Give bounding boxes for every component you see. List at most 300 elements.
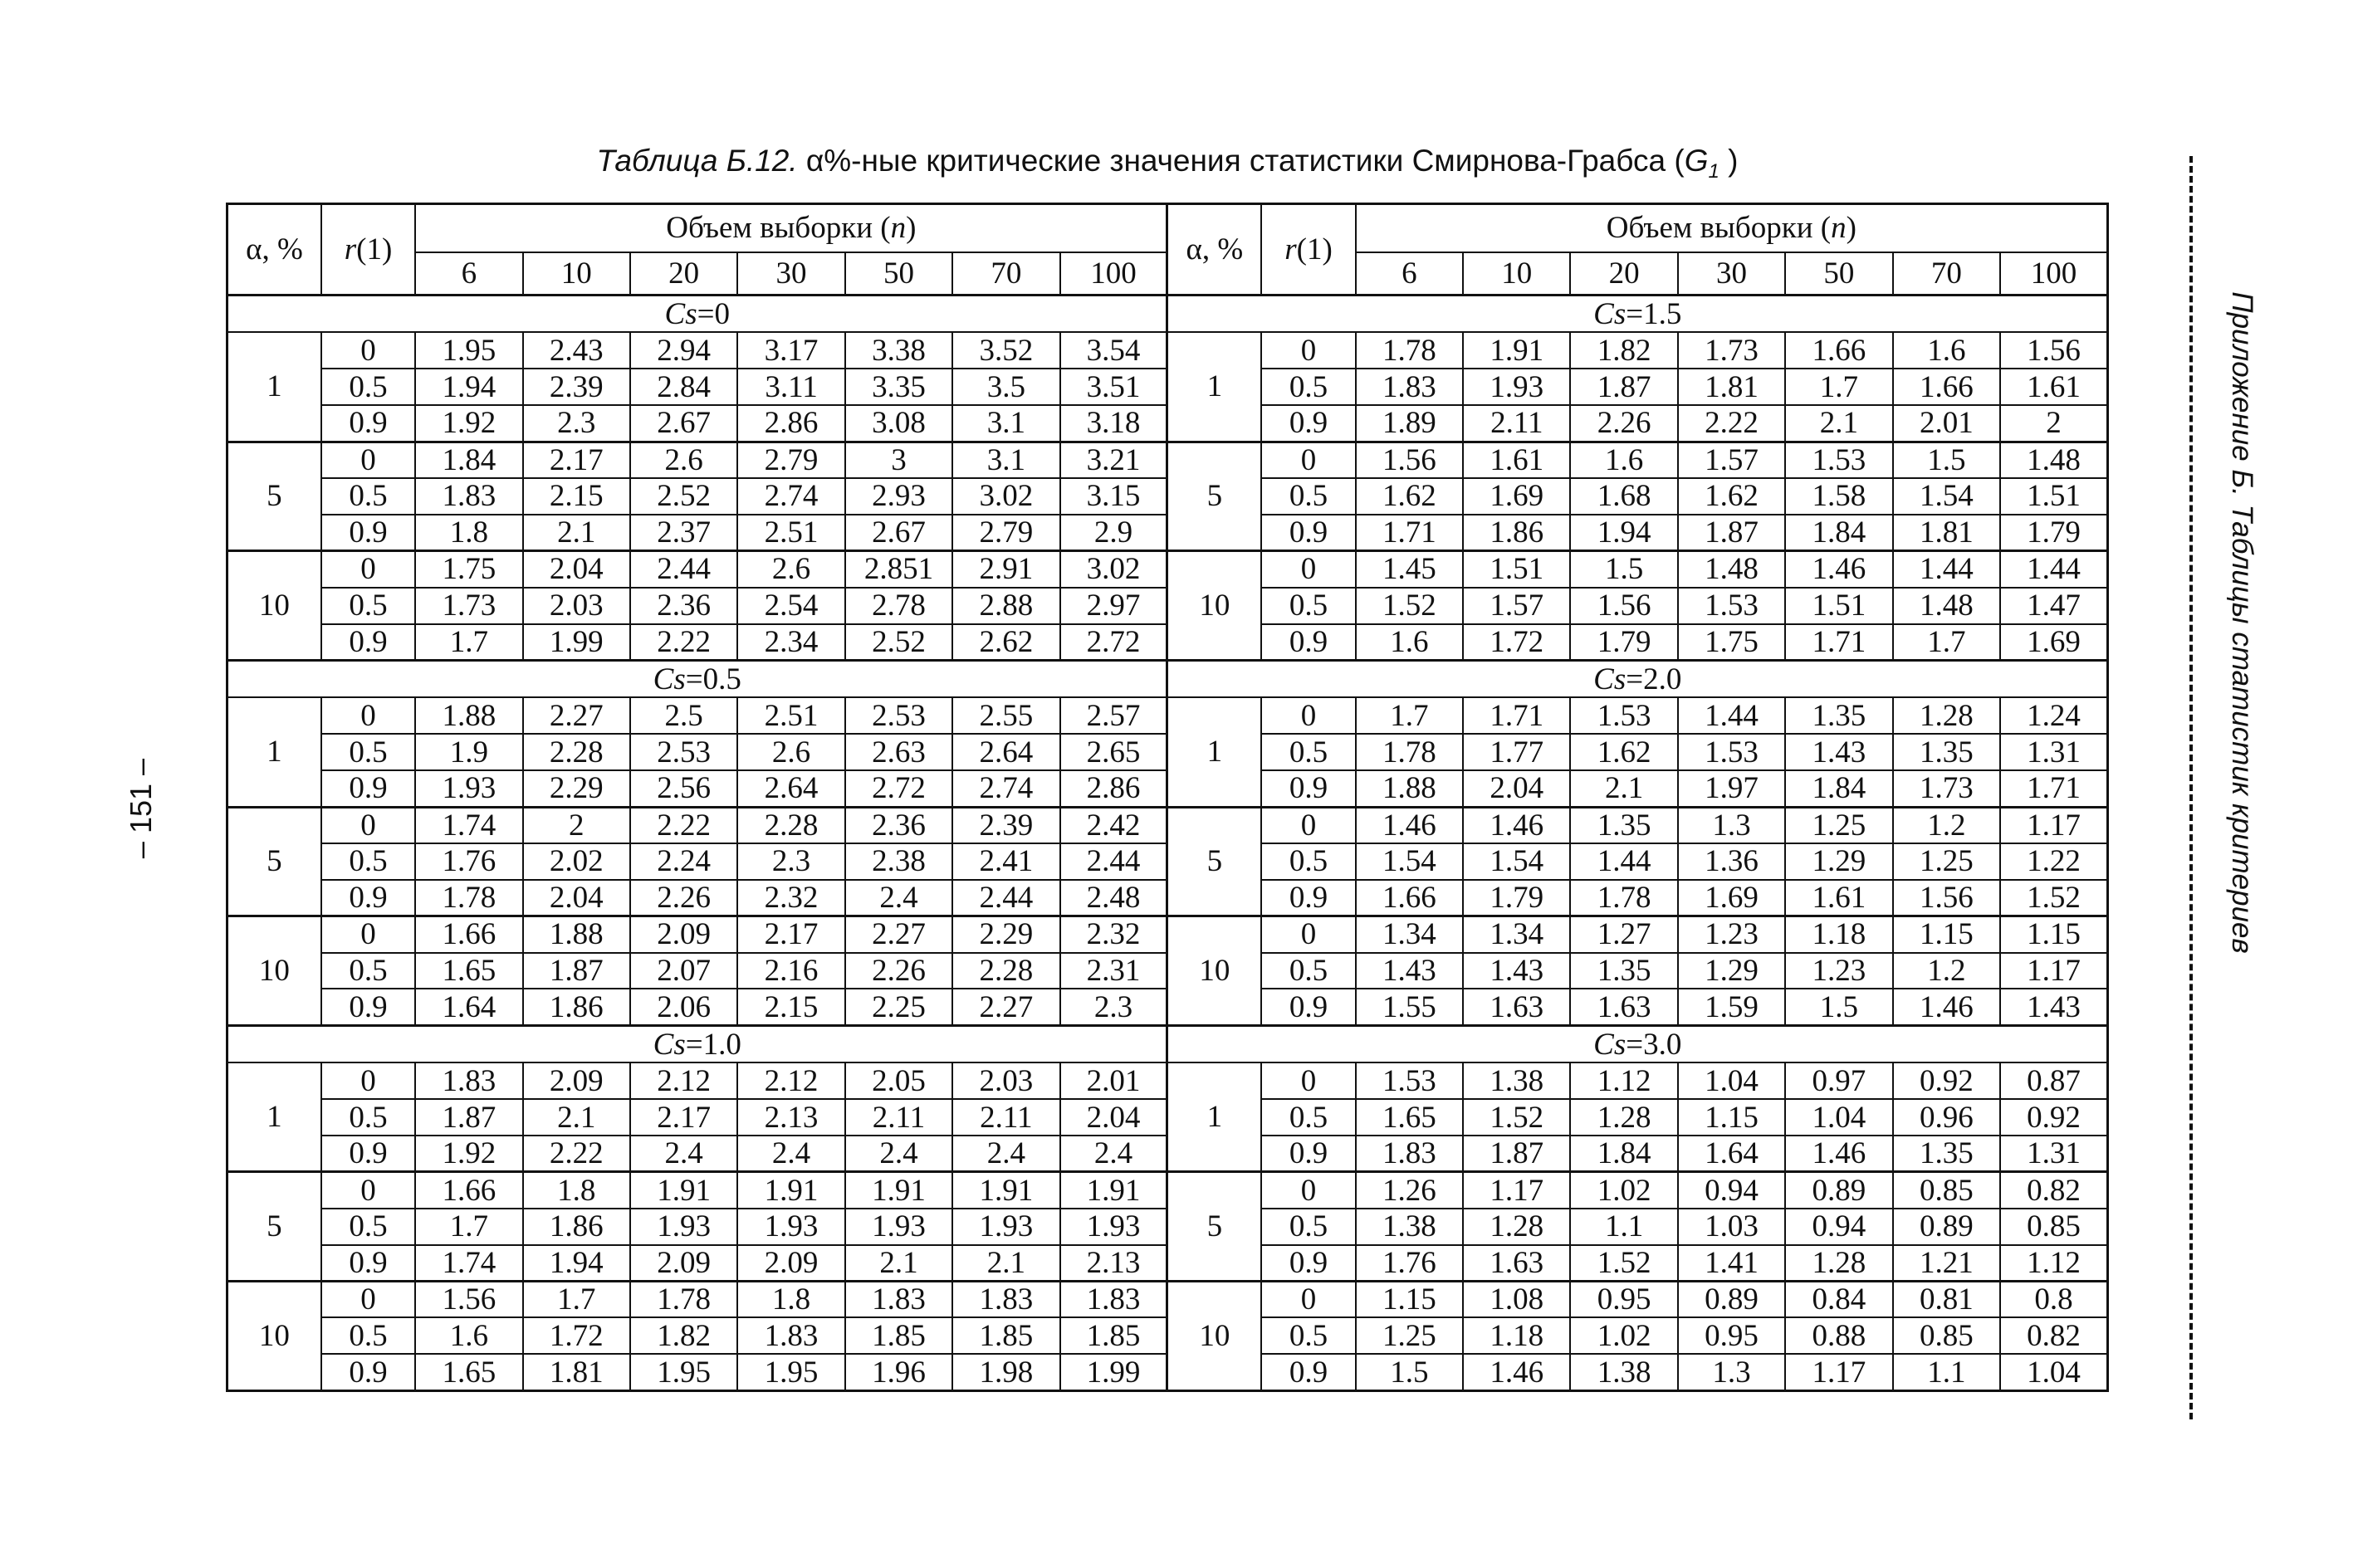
value-cell: 3.5 (952, 369, 1059, 405)
value-cell: 1.62 (1678, 478, 1785, 515)
value-cell: 0.85 (2000, 1209, 2107, 1245)
r-cell: 0 (1261, 697, 1355, 734)
value-cell: 0.8 (2000, 1282, 2107, 1318)
value-cell: 3.17 (737, 332, 844, 369)
value-cell: 1.93 (1463, 369, 1570, 405)
value-cell: 1.66 (1893, 369, 2000, 405)
value-cell: 2 (2000, 405, 2107, 442)
value-cell: 1.53 (1678, 734, 1785, 770)
value-cell: 2.4 (630, 1136, 737, 1172)
table-body (227, 296, 2108, 1391)
critical-values-table (226, 203, 2109, 1392)
table-row (227, 551, 2108, 588)
value-cell: 1.29 (1785, 843, 1892, 880)
r-cell: 0.5 (1261, 369, 1355, 405)
r-cell: 0.9 (321, 1245, 415, 1282)
value-cell: 2.6 (737, 734, 844, 770)
sample-size-cell: 30 (1678, 252, 1785, 296)
value-cell: 0.92 (2000, 1099, 2107, 1136)
value-cell: 3 (845, 442, 952, 478)
value-cell: 1.6 (1570, 442, 1677, 478)
value-cell: 1.71 (2000, 770, 2107, 807)
value-cell: 2.17 (523, 442, 630, 478)
value-cell: 1.54 (1893, 478, 2000, 515)
value-cell: 1.95 (630, 1354, 737, 1390)
sample-size-cell: 10 (1463, 252, 1570, 296)
value-cell: 2.79 (737, 442, 844, 478)
value-cell: 1.15 (1893, 916, 2000, 953)
value-cell: 1.78 (1570, 880, 1677, 916)
r-cell: 0.9 (1261, 515, 1355, 551)
value-cell: 2.44 (1060, 843, 1167, 880)
value-cell: 1.73 (1893, 770, 2000, 807)
value-cell: 2.67 (845, 515, 952, 551)
value-cell: 0.88 (1785, 1317, 1892, 1354)
value-cell: 1.92 (415, 405, 522, 442)
value-cell: 2.28 (523, 734, 630, 770)
value-cell: 1.46 (1463, 1354, 1570, 1390)
value-cell: 1.59 (1678, 989, 1785, 1025)
value-cell: 1.71 (1356, 515, 1463, 551)
value-cell: 1.56 (2000, 332, 2107, 369)
value-cell: 2.67 (630, 405, 737, 442)
value-cell: 1.46 (1356, 807, 1463, 843)
value-cell: 1.93 (737, 1209, 844, 1245)
value-cell: 3.18 (1060, 405, 1167, 442)
value-cell: 1.43 (1463, 953, 1570, 989)
value-cell: 1.9 (415, 734, 522, 770)
table-row (227, 1062, 2108, 1099)
value-cell: 1.57 (1678, 442, 1785, 478)
value-cell: 1.95 (737, 1354, 844, 1390)
value-cell: 2.05 (845, 1062, 952, 1099)
alpha-cell: 1 (1167, 697, 1261, 807)
value-cell: 2.6 (737, 551, 844, 588)
value-cell: 1.95 (415, 332, 522, 369)
value-cell: 1.26 (1356, 1172, 1463, 1209)
value-cell: 1.84 (1570, 1136, 1677, 1172)
value-cell: 1.81 (523, 1354, 630, 1390)
value-cell: 2.09 (630, 1245, 737, 1282)
value-cell: 1.52 (1356, 588, 1463, 624)
value-cell: 1.85 (952, 1317, 1059, 1354)
table-row (227, 916, 2108, 953)
value-cell: 3.15 (1060, 478, 1167, 515)
sample-size-cell: 6 (1356, 252, 1463, 296)
value-cell: 2.11 (952, 1099, 1059, 1136)
value-cell: 1.72 (1463, 624, 1570, 661)
r-cell: 0.5 (321, 1317, 415, 1354)
value-cell: 1.64 (1678, 1136, 1785, 1172)
value-cell: 2.11 (1463, 405, 1570, 442)
value-cell: 2.29 (952, 916, 1059, 953)
r-cell: 0 (321, 1172, 415, 1209)
value-cell: 1.86 (523, 1209, 630, 1245)
value-cell: 1.25 (1893, 843, 2000, 880)
sample-size-cell: 50 (1785, 252, 1892, 296)
value-cell: 1.15 (1678, 1099, 1785, 1136)
table-row (227, 1172, 2108, 1209)
value-cell: 1.43 (2000, 989, 2107, 1025)
value-cell: 3.08 (845, 405, 952, 442)
value-cell: 1.83 (952, 1282, 1059, 1318)
value-cell: 1.38 (1463, 1062, 1570, 1099)
appendix-side-title: Приложение Б. Таблицы статистик критериев (2226, 291, 2258, 954)
value-cell: 1.83 (1356, 369, 1463, 405)
value-cell: 1.66 (1356, 880, 1463, 916)
value-cell: 1.1 (1893, 1354, 2000, 1390)
value-cell: 1.7 (523, 1282, 630, 1318)
value-cell: 1.17 (2000, 807, 2107, 843)
value-cell: 1.61 (1785, 880, 1892, 916)
value-cell: 1.84 (415, 442, 522, 478)
value-cell: 2.37 (630, 515, 737, 551)
value-cell: 3.11 (737, 369, 844, 405)
value-cell: 2.74 (952, 770, 1059, 807)
value-cell: 1.83 (415, 478, 522, 515)
value-cell: 1.48 (2000, 442, 2107, 478)
value-cell: 1.22 (2000, 843, 2107, 880)
value-cell: 1.79 (1463, 880, 1570, 916)
value-cell: 2.851 (845, 551, 952, 588)
r-cell: 0.5 (1261, 1209, 1355, 1245)
value-cell: 1.51 (2000, 478, 2107, 515)
r-cell: 0.9 (321, 624, 415, 661)
value-cell: 1.8 (415, 515, 522, 551)
value-cell: 1.87 (415, 1099, 522, 1136)
value-cell: 2.27 (523, 697, 630, 734)
value-cell: 1.08 (1463, 1282, 1570, 1318)
value-cell: 1.48 (1678, 551, 1785, 588)
value-cell: 1.91 (1060, 1172, 1167, 1209)
r-cell: 0 (321, 332, 415, 369)
value-cell: 2.27 (845, 916, 952, 953)
value-cell: 1.85 (1060, 1317, 1167, 1354)
alpha-cell: 10 (227, 916, 321, 1026)
value-cell: 2.1 (952, 1245, 1059, 1282)
alpha-cell: 5 (227, 1172, 321, 1282)
table-caption (226, 143, 2109, 183)
r-cell: 0 (321, 916, 415, 953)
table-row (227, 442, 2108, 478)
value-cell: 1.44 (2000, 551, 2107, 588)
value-cell: 2.15 (737, 989, 844, 1025)
value-cell: 1.31 (2000, 734, 2107, 770)
value-cell: 1.77 (1463, 734, 1570, 770)
value-cell: 2.12 (630, 1062, 737, 1099)
value-cell: 2.1 (1785, 405, 1892, 442)
value-cell: 2.22 (630, 624, 737, 661)
value-cell: 0.95 (1678, 1317, 1785, 1354)
value-cell: 1.88 (523, 916, 630, 953)
value-cell: 1.04 (1785, 1099, 1892, 1136)
value-cell: 1.76 (1356, 1245, 1463, 1282)
value-cell: 1.56 (1570, 588, 1677, 624)
r-cell: 0.9 (321, 515, 415, 551)
sample-size-cell: 20 (1570, 252, 1677, 296)
value-cell: 1.93 (415, 770, 522, 807)
value-cell: 2.15 (523, 478, 630, 515)
value-cell: 1.75 (415, 551, 522, 588)
value-cell: 1.83 (845, 1282, 952, 1318)
sample-size-header: Объем выборки (n) (1356, 204, 2108, 252)
value-cell: 2.4 (737, 1136, 844, 1172)
value-cell: 2.1 (1570, 770, 1677, 807)
value-cell: 1.48 (1893, 588, 2000, 624)
value-cell: 2.16 (737, 953, 844, 989)
value-cell: 2.48 (1060, 880, 1167, 916)
value-cell: 2.72 (1060, 624, 1167, 661)
sample-size-cell: 10 (523, 252, 630, 296)
value-cell: 1.53 (1785, 442, 1892, 478)
value-cell: 1.29 (1678, 953, 1785, 989)
value-cell: 2.22 (523, 1136, 630, 1172)
value-cell: 1.63 (1463, 989, 1570, 1025)
value-cell: 2.1 (523, 515, 630, 551)
alpha-cell: 5 (1167, 807, 1261, 916)
value-cell: 1.86 (523, 989, 630, 1025)
r-cell: 0 (1261, 916, 1355, 953)
value-cell: 1.78 (630, 1282, 737, 1318)
caption-close: ) (1719, 144, 1739, 178)
value-cell: 2.27 (952, 989, 1059, 1025)
r-cell: 0 (1261, 332, 1355, 369)
value-cell: 1.52 (2000, 880, 2107, 916)
value-cell: 1.63 (1463, 1245, 1570, 1282)
value-cell: 2.44 (952, 880, 1059, 916)
value-cell: 1.34 (1356, 916, 1463, 953)
value-cell: 2.22 (1678, 405, 1785, 442)
value-cell: 1.93 (1060, 1209, 1167, 1245)
value-cell: 2.72 (845, 770, 952, 807)
value-cell: 2.94 (630, 332, 737, 369)
value-cell: 1.36 (1678, 843, 1785, 880)
value-cell: 1.46 (1785, 1136, 1892, 1172)
value-cell: 1.91 (1463, 332, 1570, 369)
value-cell: 2.1 (845, 1245, 952, 1282)
value-cell: 2.53 (630, 734, 737, 770)
value-cell: 2.6 (630, 442, 737, 478)
value-cell: 1.61 (2000, 369, 2107, 405)
r-cell: 0.5 (1261, 588, 1355, 624)
cs-row (227, 1025, 2108, 1062)
value-cell: 2.4 (952, 1136, 1059, 1172)
cs-label: Cs=0.5 (227, 660, 1167, 697)
value-cell: 2.32 (737, 880, 844, 916)
value-cell: 1.79 (2000, 515, 2107, 551)
value-cell: 1.54 (1356, 843, 1463, 880)
value-cell: 1.89 (1356, 405, 1463, 442)
value-cell: 1.68 (1570, 478, 1677, 515)
value-cell: 2.3 (1060, 989, 1167, 1025)
value-cell: 1.56 (415, 1282, 522, 1318)
sample-size-cell: 20 (630, 252, 737, 296)
value-cell: 1.46 (1785, 551, 1892, 588)
value-cell: 1.27 (1570, 916, 1677, 953)
r-cell: 0.9 (1261, 880, 1355, 916)
r-cell: 0.9 (321, 770, 415, 807)
value-cell: 1.84 (1785, 770, 1892, 807)
value-cell: 1.65 (415, 953, 522, 989)
r-cell: 0.5 (321, 1209, 415, 1245)
value-cell: 1.43 (1785, 734, 1892, 770)
value-cell: 2.53 (845, 697, 952, 734)
r-cell: 0 (1261, 1282, 1355, 1318)
value-cell: 2.4 (845, 1136, 952, 1172)
alpha-cell: 5 (1167, 1172, 1261, 1282)
value-cell: 1.35 (1570, 953, 1677, 989)
r-cell: 0.9 (321, 405, 415, 442)
value-cell: 1.78 (1356, 734, 1463, 770)
value-cell: 1.91 (845, 1172, 952, 1209)
r-cell: 0 (321, 442, 415, 478)
r-cell: 0 (1261, 551, 1355, 588)
value-cell: 1.91 (630, 1172, 737, 1209)
value-cell: 1.43 (1356, 953, 1463, 989)
sample-size-cell: 100 (2000, 252, 2107, 296)
value-cell: 1.73 (1678, 332, 1785, 369)
value-cell: 1.86 (1463, 515, 1570, 551)
value-cell: 1.82 (630, 1317, 737, 1354)
value-cell: 1.87 (1463, 1136, 1570, 1172)
value-cell: 1.66 (415, 1172, 522, 1209)
value-cell: 2.54 (737, 588, 844, 624)
value-cell: 1.5 (1893, 442, 2000, 478)
value-cell: 1.17 (1463, 1172, 1570, 1209)
alpha-cell: 5 (1167, 442, 1261, 551)
value-cell: 2.51 (737, 697, 844, 734)
value-cell: 2.65 (1060, 734, 1167, 770)
cs-label: Cs=2.0 (1167, 660, 2108, 697)
value-cell: 1.83 (1060, 1282, 1167, 1318)
value-cell: 1.81 (1678, 369, 1785, 405)
value-cell: 2.03 (952, 1062, 1059, 1099)
value-cell: 2.39 (523, 369, 630, 405)
caption-symbol: G (1684, 144, 1709, 178)
alpha-cell: 1 (227, 332, 321, 442)
value-cell: 2.51 (737, 515, 844, 551)
value-cell: 1.12 (2000, 1245, 2107, 1282)
value-cell: 0.94 (1785, 1209, 1892, 1245)
value-cell: 1.6 (1893, 332, 2000, 369)
value-cell: 2.32 (1060, 916, 1167, 953)
value-cell: 1.6 (415, 1317, 522, 1354)
value-cell: 1.28 (1570, 1099, 1677, 1136)
r-cell: 0.9 (321, 880, 415, 916)
value-cell: 1.56 (1356, 442, 1463, 478)
table-row (227, 1282, 2108, 1318)
value-cell: 2.93 (845, 478, 952, 515)
value-cell: 2.39 (952, 807, 1059, 843)
value-cell: 1.46 (1893, 989, 2000, 1025)
value-cell: 1.55 (1356, 989, 1463, 1025)
value-cell: 1.87 (1570, 369, 1677, 405)
value-cell: 1.73 (415, 588, 522, 624)
value-cell: 2.63 (845, 734, 952, 770)
value-cell: 1.88 (1356, 770, 1463, 807)
value-cell: 2.41 (952, 843, 1059, 880)
value-cell: 1.88 (415, 697, 522, 734)
r-cell: 0 (321, 697, 415, 734)
cs-row (227, 296, 2108, 333)
value-cell: 2.3 (737, 843, 844, 880)
value-cell: 2.04 (523, 551, 630, 588)
value-cell: 2.12 (737, 1062, 844, 1099)
value-cell: 1.56 (1893, 880, 2000, 916)
value-cell: 3.52 (952, 332, 1059, 369)
value-cell: 1.51 (1463, 551, 1570, 588)
r-cell: 0 (321, 551, 415, 588)
value-cell: 1.94 (415, 369, 522, 405)
value-cell: 1.44 (1678, 697, 1785, 734)
value-cell: 1.6 (1356, 624, 1463, 661)
value-cell: 0.81 (1893, 1282, 2000, 1318)
value-cell: 1.69 (1463, 478, 1570, 515)
value-cell: 1.17 (1785, 1354, 1892, 1390)
value-cell: 2.86 (737, 405, 844, 442)
caption-text: α%-ные критические значения статистики Смирнова-Грабса ( (797, 144, 1685, 178)
value-cell: 3.51 (1060, 369, 1167, 405)
value-cell: 2.56 (630, 770, 737, 807)
value-cell: 0.85 (1893, 1172, 2000, 1209)
r-cell: 0.5 (1261, 953, 1355, 989)
value-cell: 3.21 (1060, 442, 1167, 478)
value-cell: 0.92 (1893, 1062, 2000, 1099)
value-cell: 1.93 (630, 1209, 737, 1245)
value-cell: 1.35 (1893, 1136, 2000, 1172)
value-cell: 2.38 (845, 843, 952, 880)
value-cell: 2.28 (952, 953, 1059, 989)
value-cell: 2.22 (630, 807, 737, 843)
alpha-header: α, % (227, 204, 321, 296)
value-cell: 2.26 (1570, 405, 1677, 442)
value-cell: 1.97 (1678, 770, 1785, 807)
value-cell: 1.25 (1356, 1317, 1463, 1354)
value-cell: 2 (523, 807, 630, 843)
value-cell: 2.88 (952, 588, 1059, 624)
alpha-cell: 10 (1167, 551, 1261, 661)
value-cell: 1.38 (1356, 1209, 1463, 1245)
value-cell: 1.52 (1463, 1099, 1570, 1136)
value-cell: 1.3 (1678, 807, 1785, 843)
value-cell: 1.91 (952, 1172, 1059, 1209)
value-cell: 1.83 (1356, 1136, 1463, 1172)
value-cell: 0.85 (1893, 1317, 2000, 1354)
caption-subscript: 1 (1708, 160, 1720, 183)
value-cell: 0.96 (1893, 1099, 2000, 1136)
r-cell: 0 (321, 807, 415, 843)
r-cell: 0.9 (1261, 770, 1355, 807)
value-cell: 2.86 (1060, 770, 1167, 807)
value-cell: 1.7 (1893, 624, 2000, 661)
value-cell: 1.31 (2000, 1136, 2107, 1172)
value-cell: 2.3 (523, 405, 630, 442)
value-cell: 1.03 (1678, 1209, 1785, 1245)
value-cell: 1.02 (1570, 1317, 1677, 1354)
value-cell: 2.28 (737, 807, 844, 843)
value-cell: 1.92 (415, 1136, 522, 1172)
alpha-cell: 10 (227, 551, 321, 661)
table-row (227, 807, 2108, 843)
r-cell: 0.9 (321, 1354, 415, 1390)
dashed-divider (2189, 156, 2193, 1419)
alpha-cell: 10 (1167, 916, 1261, 1026)
value-cell: 1.99 (523, 624, 630, 661)
value-cell: 1.35 (1785, 697, 1892, 734)
cs-label: Cs=3.0 (1167, 1025, 2108, 1062)
value-cell: 2.55 (952, 697, 1059, 734)
alpha-cell: 5 (227, 442, 321, 551)
